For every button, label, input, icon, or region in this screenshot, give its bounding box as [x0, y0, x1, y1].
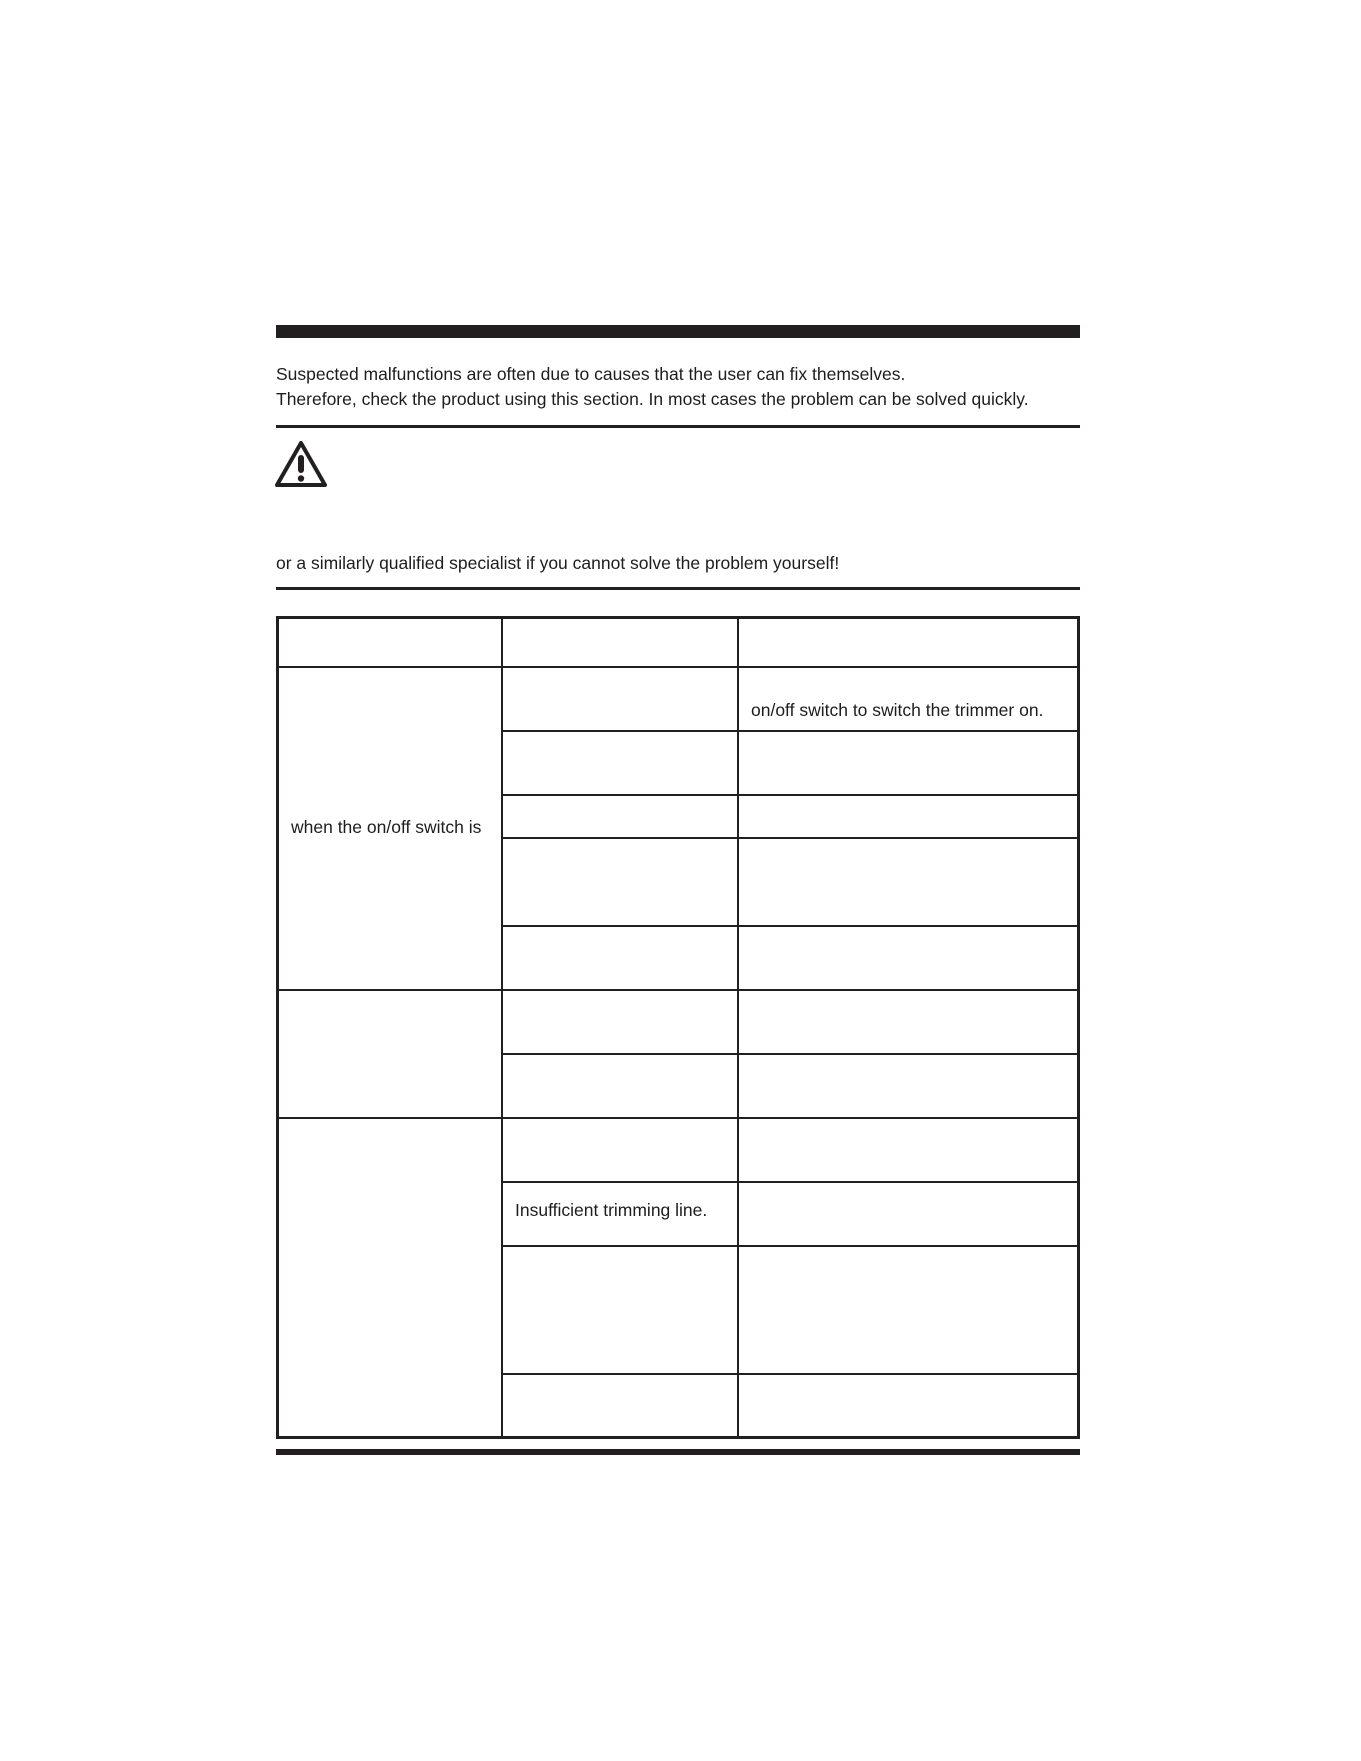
- intro-text: [276, 362, 1076, 412]
- remedy-cell-row-1: on/off switch to switch the trimmer on.: [751, 700, 1044, 720]
- row-divider: [501, 1245, 1077, 1247]
- row-divider: [501, 1181, 1077, 1183]
- row-divider: [501, 730, 1077, 732]
- header-row-divider: [279, 666, 1077, 668]
- cause-cell-group-3: Insufficient trimming line.: [515, 1200, 708, 1220]
- warning-divider: [276, 587, 1080, 590]
- intro-line-1: Suspected malfunctions are often due to causes that the user can fix themselves.: [276, 364, 906, 384]
- row-divider: [501, 925, 1077, 927]
- problem-cell-group-1: when the on/off switch is: [291, 817, 482, 837]
- row-divider: [501, 1373, 1077, 1375]
- row-divider: [501, 794, 1077, 796]
- footer-rule: [276, 1449, 1080, 1455]
- intro-line-2: Therefore, check the product using this section. In most cases the problem can be solved quickly.: [276, 389, 1029, 409]
- warning-text: or a similarly qualified specialist if you cannot solve the problem yourself!: [276, 553, 840, 573]
- troubleshooting-table: [276, 616, 1080, 1439]
- header-rule: [276, 325, 1080, 338]
- row-divider: [501, 837, 1077, 839]
- warning-triangle-icon: [275, 440, 327, 488]
- group-divider: [279, 989, 1077, 991]
- row-divider: [501, 1053, 1077, 1055]
- column-divider-1: [501, 619, 503, 1436]
- intro-divider: [276, 425, 1080, 428]
- column-divider-2: [737, 619, 739, 1436]
- group-divider: [279, 1117, 1077, 1119]
